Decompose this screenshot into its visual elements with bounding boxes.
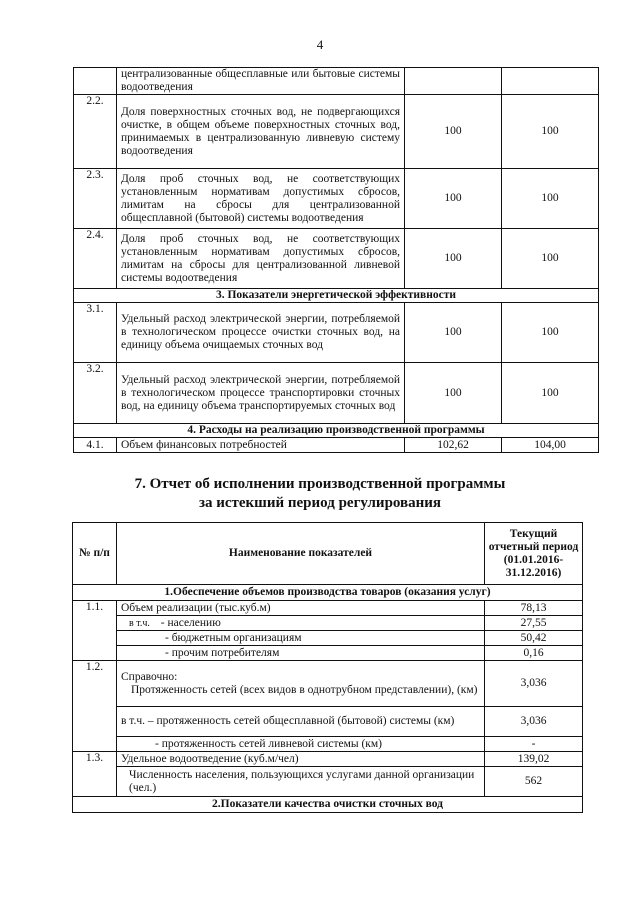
row-value: 3,036 <box>485 661 583 707</box>
row-name: Объем реализации (тыс.куб.м) <box>117 601 485 616</box>
row-name: Удельное водоотведение (куб.м/чел) <box>117 752 485 767</box>
row-value: 562 <box>485 767 583 797</box>
row-name: Удельный расход электрической энергии, потребляемой в технологическом процессе транспортировки сточных вод, на единицу объема транспортируемых сточных вод <box>117 363 405 424</box>
row-value-2: 100 <box>502 95 599 169</box>
row-number <box>74 68 117 95</box>
section-heading-expenses: 4. Расходы на реализацию производственной программы <box>74 424 599 438</box>
row-value: 3,036 <box>485 707 583 737</box>
row-name: - прочим потребителям <box>117 646 485 661</box>
row-value-2: 104,00 <box>502 438 599 453</box>
row-value-1: 100 <box>405 363 502 424</box>
section-row <box>74 289 599 303</box>
row-number-empty <box>73 767 117 797</box>
row-name: Доля проб сточных вод, не соответствующих установленным нормативам допустимых сбросов, лимитам на сбросы для централизованной ливневой системы водоотведения <box>117 229 405 289</box>
row-value-1: 100 <box>405 303 502 363</box>
row-name: - бюджетным организациям <box>117 631 485 646</box>
row-value-2: 100 <box>502 169 599 229</box>
row-number-empty <box>73 646 117 661</box>
table-row <box>73 616 583 631</box>
table-row <box>73 707 583 737</box>
row-number-empty <box>73 616 117 631</box>
section-heading-energy: 3. Показатели энергетической эффективности <box>74 289 599 303</box>
table-row <box>74 95 599 169</box>
section-row <box>73 797 583 813</box>
row-value-2 <box>502 68 599 95</box>
table-row <box>73 737 583 752</box>
table-row <box>73 646 583 661</box>
row-value-1 <box>405 68 502 95</box>
row-value: 50,42 <box>485 631 583 646</box>
header-current-period: Текущий отчетный период (01.01.2016-31.12.2016) <box>485 523 583 585</box>
row-name-text: Протяженность сетей (всех видов в однотрубном представлении), (км) <box>131 683 478 696</box>
row-value: 27,55 <box>485 616 583 631</box>
row-name-text: - населению <box>160 616 221 629</box>
row-value: - <box>485 737 583 752</box>
header-indicator-name: Наименование показателей <box>117 523 485 585</box>
row-name <box>117 616 485 631</box>
row-number: 1.3. <box>73 752 117 767</box>
table-row <box>73 767 583 797</box>
row-number: 2.4. <box>74 229 117 289</box>
section-heading-quality: 2.Показатели качества очистки сточных вод <box>73 797 583 813</box>
table-row <box>74 68 599 95</box>
table-row <box>73 601 583 616</box>
report-title-line-1: 7. Отчет об исполнении производственной программы <box>134 476 506 492</box>
execution-report-table <box>72 522 583 813</box>
table-row <box>74 303 599 363</box>
row-number-empty <box>73 737 117 752</box>
table-row <box>73 631 583 646</box>
row-number: 3.2. <box>74 363 117 424</box>
table-row <box>74 229 599 289</box>
report-title <box>0 475 640 513</box>
row-prefix: в т.ч. <box>129 617 150 629</box>
report-title-line-2: за истекший период регулирования <box>198 495 442 511</box>
row-name: в т.ч. – протяженность сетей общесплавной (бытовой) системы (км) <box>117 707 485 737</box>
table-row <box>73 661 583 707</box>
row-name: централизованные общесплавные или бытовые системы водоотведения <box>117 68 405 95</box>
row-number: 2.2. <box>74 95 117 169</box>
row-number: 1.1. <box>73 601 117 616</box>
row-number: 4.1. <box>74 438 117 453</box>
row-value: 139,02 <box>485 752 583 767</box>
row-value-2: 100 <box>502 303 599 363</box>
row-number-empty <box>73 631 117 646</box>
row-name: Объем финансовых потребностей <box>117 438 405 453</box>
row-number: 2.3. <box>74 169 117 229</box>
row-name: Численность населения, пользующихся услугами данной организации (чел.) <box>117 767 485 797</box>
row-name: Доля поверхностных сточных вод, не подвергающихся очистке, в общем объеме поверхностных сточных вод, принимаемых в централизованную ливневую систему водоотведения <box>117 95 405 169</box>
row-value-2: 100 <box>502 229 599 289</box>
row-value: 0,16 <box>485 646 583 661</box>
table-row <box>74 438 599 453</box>
page-number: 4 <box>316 37 324 52</box>
table-row <box>73 752 583 767</box>
header-number: № п/п <box>73 523 117 585</box>
row-name-reference: Справочно: <box>121 670 178 683</box>
row-number: 1.2. <box>73 661 117 707</box>
row-value-1: 100 <box>405 95 502 169</box>
row-number-empty <box>73 707 117 737</box>
row-name: Доля проб сточных вод, не соответствующих установленным нормативам допустимых сбросов, лимитам на сбросы для централизованной общесплавной (бытовой) системы водоотведения <box>117 169 405 229</box>
section-row <box>73 585 583 601</box>
row-name: Удельный расход электрической энергии, потребляемой в технологическом процессе очистки сточных вод, на единицу объема очищаемых сточных вод <box>117 303 405 363</box>
row-number: 3.1. <box>74 303 117 363</box>
row-value-1: 102,62 <box>405 438 502 453</box>
section-row <box>74 424 599 438</box>
indicators-table-continued <box>73 67 599 453</box>
row-value-1: 100 <box>405 229 502 289</box>
row-name: - протяженность сетей ливневой системы (км) <box>117 737 485 752</box>
row-value-2: 100 <box>502 363 599 424</box>
row-name <box>117 661 485 707</box>
section-heading-volumes: 1.Обеспечение объемов производства товаров (оказания услуг) <box>73 585 583 601</box>
row-value: 78,13 <box>485 601 583 616</box>
row-value-1: 100 <box>405 169 502 229</box>
table-row <box>74 169 599 229</box>
table-row <box>74 363 599 424</box>
header-row <box>73 523 583 585</box>
